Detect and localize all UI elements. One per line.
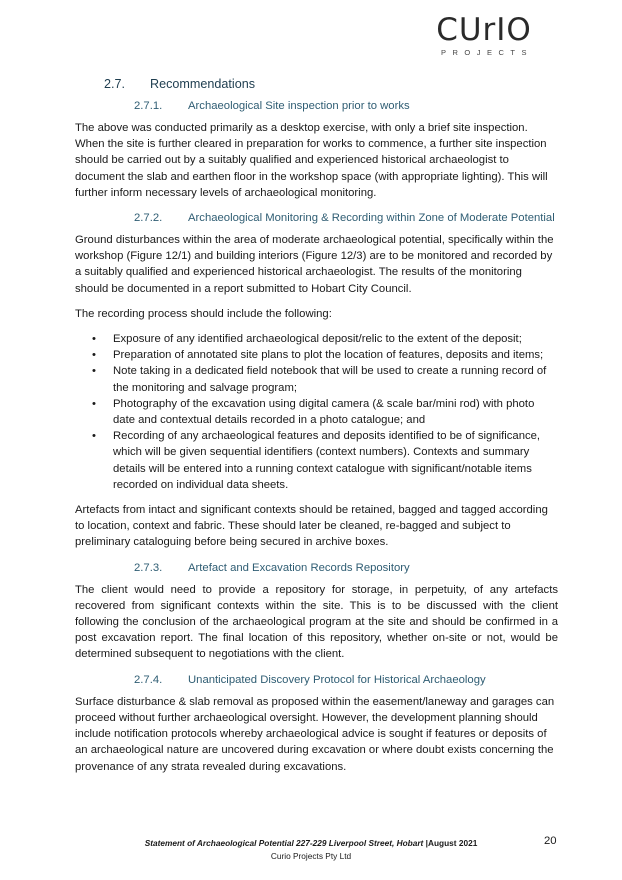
- subsection-heading-2-7-1: [75, 98, 558, 114]
- footer-document-title: Statement of Archaeological Potential 227-229 Liverpool Street, Hobart: [144, 838, 424, 848]
- subsection-title: Artefact and Excavation Records Repository: [188, 561, 410, 574]
- section-heading: [75, 76, 558, 92]
- document-body: [75, 76, 558, 784]
- bullet-icon: •: [92, 365, 96, 378]
- subsection-heading-2-7-3: [75, 560, 558, 576]
- bullet-icon: •: [92, 430, 96, 443]
- logo-subtitle: PROJECTS: [440, 48, 533, 57]
- section-number: 2.7.: [104, 77, 126, 91]
- footer-separator: |: [425, 838, 428, 848]
- footer-company: Curio Projects Pty Ltd: [270, 851, 352, 861]
- page-footer: [0, 837, 622, 863]
- paragraph-discovery-protocol: Surface disturbance & slab removal as proposed within the easement/laneway and garages can proceed without further archaeological oversight. However, the development planning should include notification protocols whereby archaeological advice is sought if features or deposits of an archaeological nature are uncovered during excavation or where doubt exists concerning the provenance of any strata revealed during excavations.: [75, 695, 555, 773]
- subsection-heading-2-7-4: [75, 672, 558, 688]
- list-item: • Note taking in a dedicated field notebook that will be used to create a running record of the monitoring and salvage program;: [92, 365, 547, 394]
- subsection-title: Archaeological Monitoring & Recording within Zone of Moderate Potential: [188, 212, 555, 225]
- section-title: Recommendations: [150, 77, 255, 91]
- paragraph-artefacts: Artefacts from intact and significant contexts should be retained, bagged and tagged according to location, context and fabric. These should later be cleaned, re-bagged and subject to preliminary cataloguing before being secured in archive boxes.: [75, 504, 548, 549]
- bullet-icon: •: [92, 349, 96, 362]
- paragraph-monitoring: Ground disturbances within the area of moderate archaeological potential, specifically within the workshop (Figure 12/1) and building interiors (Figure 12/3) are to be monitored and recorded by a suitably qualified and experienced historical archaeologist. The results of the monitoring should be documented in a report submitted to Hobart City Council.: [75, 234, 554, 295]
- subsection-title: Archaeological Site inspection prior to works: [188, 100, 410, 112]
- subsection-number: 2.7.2.: [134, 212, 163, 225]
- footer-date: August 2021: [427, 838, 478, 848]
- paragraph-repository: The client would need to provide a repository for storage, in perpetuity, of any artefacts recovered from significant contexts within the site. This is to be discussed with the client following the conclusion of the archaeological program at the site and should be confirmed in a post excavation report. The final location of this repository, whether on-site or not, would be determined subsequent to negotiations with the client.: [75, 583, 558, 661]
- bullet-icon: •: [92, 397, 96, 410]
- list-item: • Recording of any archaeological features and deposits identified to be of significance, which will be given sequential identifiers (context numbers). Contexts and summary details will be entered into a running context catalogue with significant/notable items recorded on individual data sheets.: [92, 430, 541, 491]
- subsection-number: 2.7.4.: [134, 673, 163, 686]
- recording-process-list: [75, 331, 558, 493]
- list-item: • Preparation of annotated site plans to plot the location of features, deposits and items;: [75, 347, 558, 363]
- curio-logo: [428, 14, 540, 57]
- footer-title-line: [0, 837, 622, 850]
- list-item: • Exposure of any identified archaeological deposit/relic to the extent of the deposit;: [75, 331, 558, 347]
- bullet-icon: •: [92, 333, 96, 346]
- paragraph-site-inspection: The above was conducted primarily as a desktop exercise, with only a brief site inspection. When the site is further cleared in preparation for works to commence, a further site inspection should be carried out by a suitably qualified and experienced historical archaeologist to document the slab and earthen floor in the workshop space (with appropriate lighting). This will further inform necessary levels of archaeological monitoring.: [75, 122, 548, 199]
- logo-wordmark: CUrIO: [436, 12, 532, 48]
- subsection-number: 2.7.3.: [134, 561, 163, 574]
- subsection-title: Unanticipated Discovery Protocol for Historical Archaeology: [188, 673, 486, 686]
- paragraph-recording-intro: The recording process should include the following:: [75, 307, 332, 320]
- page-number: 20: [544, 835, 557, 847]
- subsection-number: 2.7.1.: [134, 100, 163, 112]
- list-item: • Photography of the excavation using digital camera (& scale bar/mini rod) with photo date and contextual details recorded in a photo catalogue; and: [92, 397, 535, 427]
- subsection-heading-2-7-2: [75, 210, 558, 226]
